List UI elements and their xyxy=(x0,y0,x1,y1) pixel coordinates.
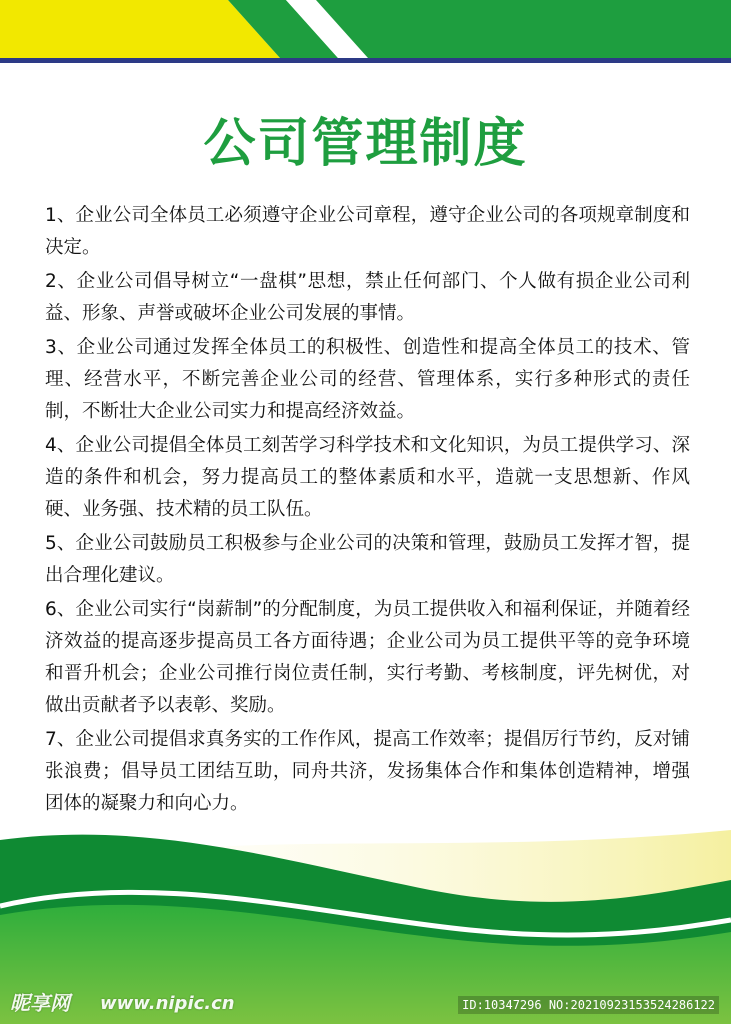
rules-list xyxy=(45,200,690,822)
rule-item-6: 6、企业公司实行“岗薪制”的分配制度，为员工提供收入和福利保证，并随着经济效益的提高逐步提高员工各方面待遇；企业公司为员工提供平等的竞争环境和晋升机会；企业公司推行岗位责任制，实行考勤、考核制度，评先树优，对做出贡献者予以表彰、奖励。 xyxy=(45,599,690,716)
rule-item-2: 2、企业公司倡导树立“一盘棋”思想，禁止任何部门、个人做有损企业公司利益、形象、声誉或破坏企业公司发展的事情。 xyxy=(45,271,690,324)
page-title: 公司管理制度 xyxy=(203,114,528,174)
rule-item-4: 4、企业公司提倡全体员工刻苦学习科学技术和文化知识，为员工提供学习、深造的条件和机会，努力提高员工的整体素质和水平，造就一支思想新、作风硬、业务强、技术精的员工队伍。 xyxy=(45,435,690,520)
watermark-logo: 昵享网 xyxy=(10,991,70,1015)
header-decoration xyxy=(0,0,731,68)
watermark-id: ID:10347296 NO:20210923153524286122 xyxy=(458,996,719,1014)
rule-item-7: 7、企业公司提倡求真务实的工作作风，提高工作效率；提倡厉行节约，反对铺张浪费；倡导员工团结互助，同舟共济，发扬集体合作和集体创造精神，增强团体的凝聚力和向心力。 xyxy=(45,729,690,814)
header-green-band xyxy=(316,0,731,58)
rule-item-1: 1、企业公司全体员工必须遵守企业公司章程，遵守企业公司的各项规章制度和决定。 xyxy=(45,205,690,258)
rule-item-5: 5、企业公司鼓励员工积极参与企业公司的决策和管理，鼓励员工发挥才智，提出合理化建议。 xyxy=(45,533,690,586)
watermark-url: www.nipic.cn xyxy=(100,993,235,1014)
header-navy-line xyxy=(0,58,731,63)
rule-item-3: 3、企业公司通过发挥全体员工的积极性、创造性和提高全体员工的技术、管理、经营水平，不断完善企业公司的经营、管理体系，实行多种形式的责任制，不断壮大企业公司实力和提高经济效益。 xyxy=(45,337,690,422)
